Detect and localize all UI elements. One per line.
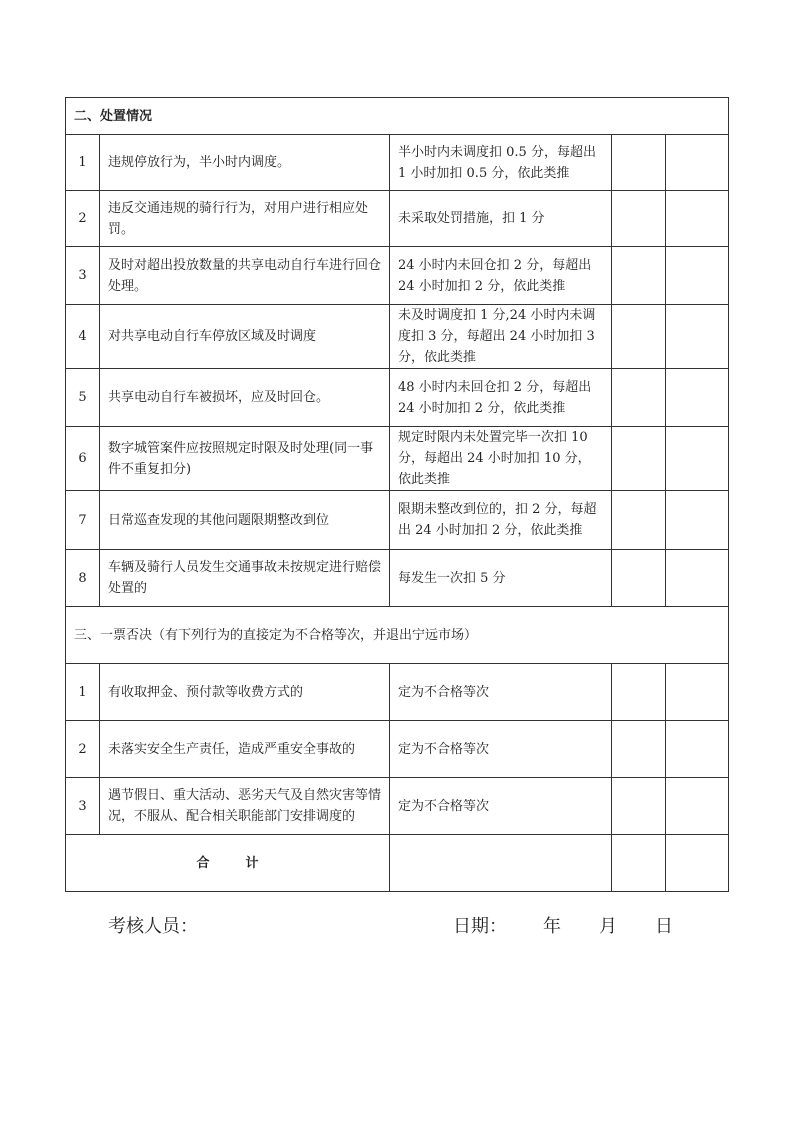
month-label: 月 — [599, 916, 617, 937]
remark-cell[interactable] — [666, 427, 729, 491]
item-cell: 对共享电动自行车停放区域及时调度 — [100, 305, 390, 369]
assessment-table — [65, 97, 729, 892]
year-label: 年 — [543, 916, 561, 937]
row-number: 5 — [66, 369, 100, 427]
criteria-cell: 半小时内未调度扣 0.5 分，每超出 1 小时加扣 0.5 分，依此类推 — [390, 135, 612, 191]
row-number: 4 — [66, 305, 100, 369]
score-cell[interactable] — [612, 550, 666, 607]
table-row — [66, 305, 729, 369]
remark-cell[interactable] — [666, 247, 729, 305]
score-cell[interactable] — [612, 247, 666, 305]
row-number: 8 — [66, 550, 100, 607]
row-number: 3 — [66, 247, 100, 305]
remark-cell[interactable] — [666, 664, 729, 721]
table-row — [66, 135, 729, 191]
row-number: 6 — [66, 427, 100, 491]
score-cell[interactable] — [612, 135, 666, 191]
table-row — [66, 427, 729, 491]
item-cell: 共享电动自行车被损坏，应及时回仓。 — [100, 369, 390, 427]
remark-cell[interactable] — [666, 491, 729, 550]
row-number: 1 — [66, 664, 100, 721]
criteria-cell: 规定时限内未处置完毕一次扣 10 分，每超出 24 小时加扣 10 分，依此类推 — [390, 427, 612, 491]
row-number: 2 — [66, 191, 100, 247]
section-header-row — [66, 607, 729, 664]
table-row — [66, 550, 729, 607]
row-number: 7 — [66, 491, 100, 550]
criteria-cell: 定为不合格等次 — [390, 721, 612, 778]
criteria-cell: 每发生一次扣 5 分 — [390, 550, 612, 607]
criteria-cell: 48 小时内未回仓扣 2 分，每超出 24 小时加扣 2 分，依此类推 — [390, 369, 612, 427]
total-label: 合 计 — [66, 835, 390, 892]
assessor-label: 考核人员： — [108, 916, 198, 937]
score-cell[interactable] — [612, 191, 666, 247]
section3-title: 三、一票否决（有下列行为的直接定为不合格等次，并退出宁远市场） — [66, 607, 729, 664]
remark-cell[interactable] — [666, 135, 729, 191]
table-row — [66, 191, 729, 247]
table-row — [66, 664, 729, 721]
item-cell: 数字城管案件应按照规定时限及时处理(同一事件不重复扣分) — [100, 427, 390, 491]
item-cell: 日常巡查发现的其他问题限期整改到位 — [100, 491, 390, 550]
total-score-cell — [612, 835, 666, 892]
remark-cell[interactable] — [666, 305, 729, 369]
score-cell[interactable] — [612, 664, 666, 721]
day-label: 日 — [655, 916, 673, 937]
date-label: 日期： — [453, 916, 507, 937]
criteria-cell: 未采取处罚措施，扣 1 分 — [390, 191, 612, 247]
criteria-cell: 限期未整改到位的，扣 2 分，每超出 24 小时加扣 2 分，依此类推 — [390, 491, 612, 550]
remark-cell[interactable] — [666, 721, 729, 778]
remark-cell[interactable] — [666, 550, 729, 607]
score-cell[interactable] — [612, 778, 666, 835]
remark-cell[interactable] — [666, 778, 729, 835]
total-criteria-cell — [390, 835, 612, 892]
table-row — [66, 369, 729, 427]
remark-cell[interactable] — [666, 369, 729, 427]
total-remark-cell — [666, 835, 729, 892]
table-row — [66, 491, 729, 550]
row-number: 3 — [66, 778, 100, 835]
row-number: 1 — [66, 135, 100, 191]
score-cell[interactable] — [612, 427, 666, 491]
item-cell: 违规停放行为，半小时内调度。 — [100, 135, 390, 191]
remark-cell[interactable] — [666, 191, 729, 247]
table-row — [66, 721, 729, 778]
item-cell: 违反交通违规的骑行行为，对用户进行相应处罚。 — [100, 191, 390, 247]
item-cell: 有收取押金、预付款等收费方式的 — [100, 664, 390, 721]
score-cell[interactable] — [612, 491, 666, 550]
item-cell: 及时对超出投放数量的共享电动自行车进行回仓处理。 — [100, 247, 390, 305]
total-row — [66, 835, 729, 892]
table-row — [66, 778, 729, 835]
section-header-row — [66, 98, 729, 135]
criteria-cell: 未及时调度扣 1 分,24 小时内未调度扣 3 分，每超出 24 小时加扣 3 分，依此类推 — [390, 305, 612, 369]
criteria-cell: 24 小时内未回仓扣 2 分，每超出 24 小时加扣 2 分，依此类推 — [390, 247, 612, 305]
table-row — [66, 247, 729, 305]
score-cell[interactable] — [612, 721, 666, 778]
criteria-cell: 定为不合格等次 — [390, 664, 612, 721]
item-cell: 未落实安全生产责任，造成严重安全事故的 — [100, 721, 390, 778]
item-cell: 遇节假日、重大活动、恶劣天气及自然灾害等情况，不服从、配合相关职能部门安排调度的 — [100, 778, 390, 835]
score-cell[interactable] — [612, 369, 666, 427]
row-number: 2 — [66, 721, 100, 778]
item-cell: 车辆及骑行人员发生交通事故未按规定进行赔偿处置的 — [100, 550, 390, 607]
score-cell[interactable] — [612, 305, 666, 369]
section2-title: 二、处置情况 — [66, 98, 729, 135]
criteria-cell: 定为不合格等次 — [390, 778, 612, 835]
